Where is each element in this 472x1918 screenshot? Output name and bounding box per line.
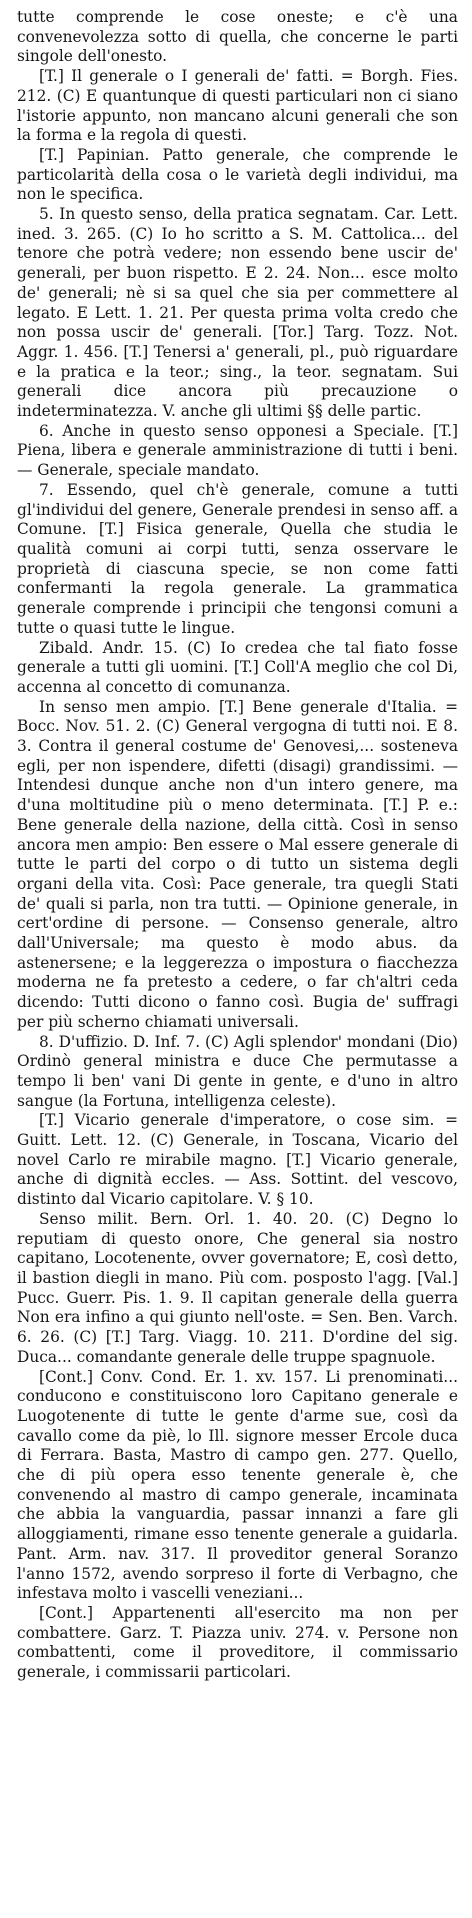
paragraph-senso-milit: Senso milit. Bern. Orl. 1. 40. 20. (C) Degno lo reputiam di questo onore, Che general sia nostro capitano, Locotenente, ovver governatore; E, così detto, il bastion diegli in mano. Più com. posposto l'agg. [Val.] Pucc. Guerr. Pis. 1. 9. Il capitan generale della guerra Non era infino a qui giunto nell'oste. = Sen. Ben. Varch. 6. 26. (C) [T.] Targ. Viagg. 10. 211. D'ordine del sig. Duca... comandante generale delle truppe spagnuole. xyxy=(17,1209,458,1366)
paragraph-cont-appartenenti: [Cont.] Appartenenti all'esercito ma non per combattere. Garz. T. Piazza univ. 274. v. Persone non combattenti, come il proveditore, il commissario generale, i commissarii particolari. xyxy=(17,1603,458,1682)
paragraph-cont-capitano: [Cont.] Conv. Cond. Er. 1. xv. 157. Li prenominati... conducono e constituiscono loro Capitano generale e Luogotenente di tutte le gente d'arme sue, così da cavallo come da piè, lo Ill. signore messer Ercole duca di Ferrara. Basta, Mastro di campo gen. 277. Quello, che di più opera esso tenente generale è, che convenendo al mastro di campo generale, incaminata che abbia la vanguardia, passar innanzi a fare gli alloggiamenti, rimane esso tenente generale a guidarla. Pant. Arm. nav. 317. Il proveditor general Soranzo l'anno 1572, avendo sorpreso il forte di Verbagno, che infestava molto i vascelli veneziani... xyxy=(17,1367,458,1603)
paragraph-continuation: tutte comprende le cose oneste; e c'è una convenevolezza sotto di quella, che concerne le parti singole dell'onesto. xyxy=(17,8,458,66)
paragraph-sense-7: 7. Essendo, quel ch'è generale, comune a tutti gl'individui del genere, Generale prendesi in senso aff. a Comune. [T.] Fisica generale, Quella che studia le qualità comuni ai corpi tutti, senza osservare le proprietà di ciascuna specie, se non come fatti confermanti la regola generale. La grammatica generale comprende i principii che tengonsi comuni a tutte o quasi tutte le lingue. xyxy=(17,480,458,637)
paragraph-vicario-generale: [T.] Vicario generale d'imperatore, o cose sim. = Guitt. Lett. 12. (C) Generale, in Toscana, Vicario del novel Carlo re mirabile magno. [T.] Vicario generale, anche di dignità eccles. — Ass. Sottint. del vescovo, distinto dal Vicario capitolare. V. § 10. xyxy=(17,1111,458,1209)
paragraph-patto-generale: [T.] Papinian. Patto generale, che comprende le particolarità della cosa o le varietà degli individui, ma non le specifica. xyxy=(17,145,458,204)
paragraph-generali-de-fatti: [T.] Il generale o I generali de' fatti. = Borgh. Fies. 212. (C) E quantunque di questi particulari non ci siano l'istorie appunto, non mancano alcuni generali che son la forma e la regola di questi. xyxy=(17,67,458,145)
paragraph-sense-8: 8. D'uffizio. D. Inf. 7. (C) Agli splendor' mondani (Dio) Ordinò general ministra e duce Che permutasse a tempo li ben' vani Di gente in gente, e d'uno in altro sangue (la Fortuna, intelligenza celeste). xyxy=(17,1032,458,1110)
paragraph-sense-5: 5. In questo senso, della pratica segnatam. Car. Lett. ined. 3. 265. (C) Io ho scritto a S. M. Cattolica... del tenore che potrà vedere; non essendo bene uscir de' generali, per buon rispetto. E 2. 24. Non... esce molto de' generali; nè si sa quel che sia per commettere al legato. E Lett. 1. 21. Per questa prima volta credo che non possa uscir de' generali. [Tor.] Targ. Tozz. Not. Aggr. 1. 456. [T.] Tenersi a' generali, pl., può riguardare e la pratica e la teor.; sing., la teor. segnatam. Sui generali dice ancora più precauzione o indeterminatezza. V. anche gli ultimi §§ delle partic. xyxy=(17,205,458,421)
paragraph-zibaldone: Zibald. Andr. 15. (C) Io credea che tal fiato fosse generale a tutti gli uomini. [T.] Coll'A meglio che col Di, accenna al concetto di comunanza. xyxy=(17,638,458,696)
paragraph-sense-6: 6. Anche in questo senso opponesi a Speciale. [T.] Piena, libera e generale amministrazione di tutti i beni. — Generale, speciale mandato. xyxy=(17,421,458,480)
paragraph-senso-men-ampio: In senso men ampio. [T.] Bene generale d'Italia. = Bocc. Nov. 51. 2. (C) General vergogna di tutti noi. E 8. 3. Contra il general costume de' Genovesi,... sosteneva egli, per non ispendere, difetti (disagi) grandissimi. — Intendesi dunque anche non d'un intero genere, ma d'una moltitudine più o meno determinata. [T.] P. e.: Bene generale della nazione, della città. Così in senso ancora men ampio: Ben essere o Mal essere generale di tutte le parti del corpo o di tutto un sistema degli organi della vita. Così: Pace generale, tra quegli Stati de' quali si parla, non tra tutti. — Opinione generale, in cert'ordine di persone. — Consenso generale, altro dall'Universale; ma questo è modo abus. da astenersene; e la leggerezza o impostura o fiacchezza moderna ne fa pretesto a cedere, o far ch'altri ceda dicendo: Tutti dicono o fanno così. Bugia de' suffragi per più scherno chiamati universali. xyxy=(17,697,458,1031)
